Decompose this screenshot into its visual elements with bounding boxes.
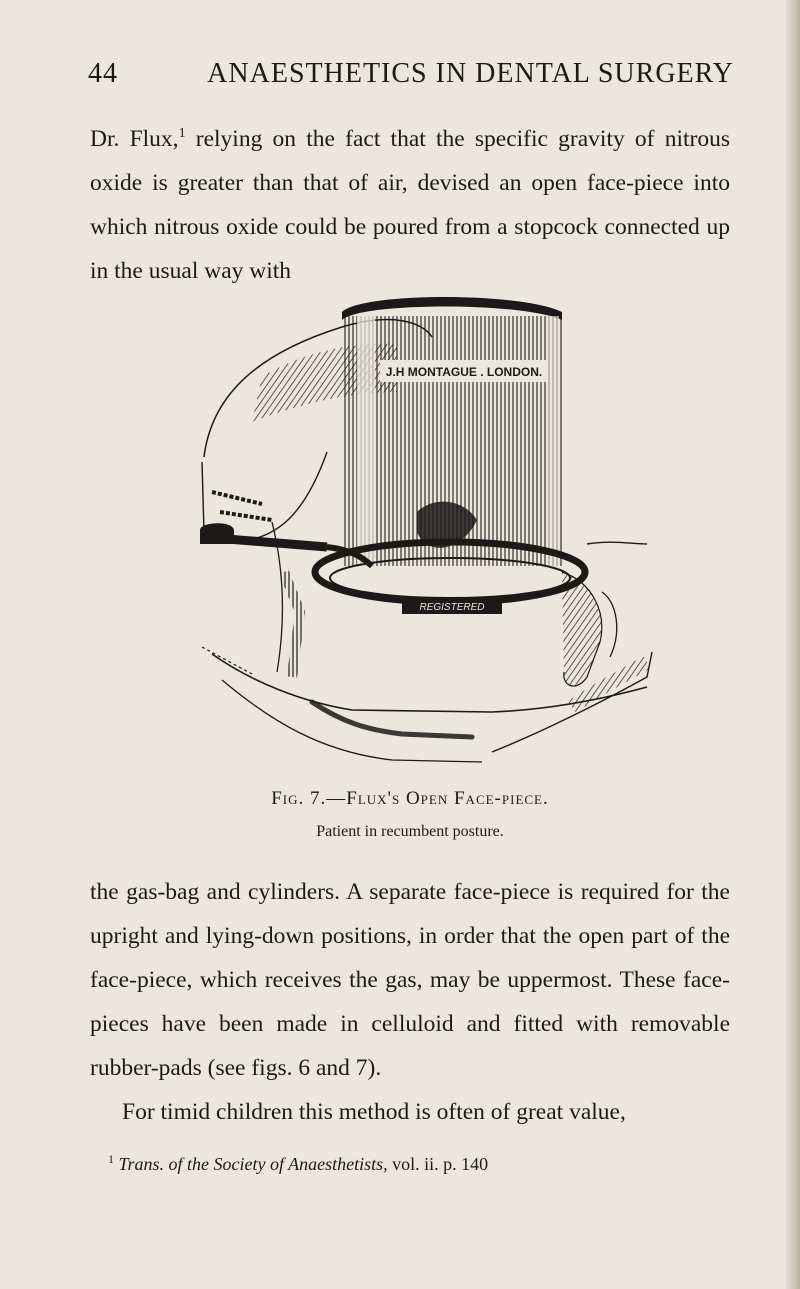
figure-subcaption: Patient in recumbent posture.	[316, 823, 504, 840]
paragraph-1	[90, 112, 730, 293]
running-head	[88, 58, 734, 90]
footnote	[108, 1152, 728, 1175]
face-piece-illustration	[192, 282, 662, 777]
registered-stamp: REGISTERED	[419, 602, 485, 613]
maker-label: J.H MONTAGUE . LONDON.	[385, 365, 543, 379]
footnote-ref: 1	[178, 126, 186, 141]
p1-lead: Dr. Flux,	[90, 125, 179, 152]
running-title: ANAESTHETICS IN DENTAL SURGERY	[207, 58, 734, 89]
footnote-title: Trans. of the Society of Anaesthetists,	[118, 1154, 388, 1174]
page-edge	[786, 0, 800, 1289]
paragraph-2: the gas-bag and cylinders. A separate face-piece is required for the upright and lying-down positions, in order that the open part of the face-piece, which receives the gas, may be uppermost. These face-pieces have been made in celluloid and fitted with removable rubber-pads (see figs. 6 and 7).	[90, 879, 730, 1081]
figure-caption: Fig. 7.—Flux's Open Face-piece.	[271, 788, 549, 809]
paragraph-3: For timid children this method is often of great value,	[122, 1099, 626, 1125]
page-number: 44	[88, 58, 118, 89]
footnote-marker: 1	[108, 1152, 114, 1166]
footnote-ref-text: vol. ii. p. 140	[387, 1154, 489, 1174]
p1-rest: relying on the fact that the specific gravity of nitrous oxide is greater than that of air, devised an open face-piece into which nitrous oxide could be poured from a stopcock connected up in the usual way with	[90, 125, 730, 284]
